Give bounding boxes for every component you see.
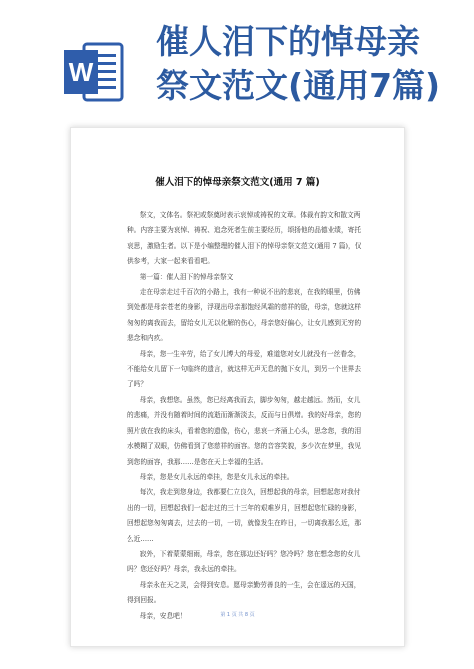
paragraph: 寂外，下着蒙蒙细雨，母亲，您在那边还好吗？您冷吗？您在想念您的女儿吗？您还好吗？母亲，我永远的牵挂。 (127, 549, 361, 574)
page-title (156, 20, 466, 108)
title-line-2: 祭文范文(通用7篇) (156, 66, 441, 105)
paragraph: 母亲永在天之灵，会得到安息。愿母亲勤劳善良的一生，会在遥远的天国，得到回报。 (127, 580, 361, 605)
document-body (127, 208, 363, 624)
paragraph: 母亲，您一生辛劳，给了女儿博大的母爱，难道您对女儿就没有一丝眷念，不能给女儿留下一句临终的遗言，就这样无声无息的抛下女儿，到另一个世界去了吗？ (127, 349, 362, 389)
title-line-1: 催人泪下的悼母亲 (156, 22, 420, 61)
header-banner (0, 0, 474, 120)
paragraph: 第一篇：催人泪下的悼母亲祭文 (139, 272, 234, 281)
paragraph: 每次，我走到您身边，我都要仁立良久，回想起我的母亲，回想起您对我付出的一切，回想起我们一起走过的三十三年的艰难岁月，回想起您忙碌的身影，回想起您匆匆离去，过去的一切，一切，就像发生在昨日，一切离我那么近，那么近…… (127, 488, 362, 543)
word-logo-letter: W (68, 57, 94, 87)
word-document-icon (64, 40, 124, 104)
paragraph: 母亲，我想您。虽然，您已经离我而去，脚步匆匆，越走越远。然而，女儿的悲痛，并没有随着时间的流逝而渐渐淡去，反而与日俱增。我的好母亲，您的照片放在我的床头，看着您的遗像，伤心，悲哀一齐涌上心头，思念您，我的泪水模糊了双眼，仿佛看到了您慈祥的面容。您的音容笑貌，多少次在梦里，我见到您的面容，我那……是您在天上幸福的生活。 (127, 395, 362, 466)
document-title: 催人泪下的悼母亲祭文范文(通用 7 篇) (155, 177, 320, 188)
page-footer: 第 1 页 共 8 页 (220, 612, 255, 618)
document-page (70, 127, 405, 647)
paragraph: 走在母亲走过千百次的小路上，我有一种说不出的悲哀，在我的眼里，仿佛到处都是母亲苍老的身影，浮现出母亲那饱经风霜的慈祥的脸，母亲，您就这样匆匆的离我而去，留给女儿无以化解的伤心，母亲您好偏心，让女儿感到无穷的悲念和内疚。 (127, 288, 362, 343)
paragraph: 祭文，文体名。祭祀或祭奠时表示哀悼或祷祝的文章。体裁有韵文和散文两种。内容主要为哀悼、祷祝、追念死者生前主要经历，颂扬他的品德业绩，寄托哀思，激励生者。以下是小编整理的催人泪下的悼母亲祭文范文(通用 7 篇)，仅供参考，大家一起来看看吧。 (127, 211, 362, 266)
paragraph: 母亲，您是女儿永远的牵挂，您是女儿永远的牵挂。 (139, 472, 294, 481)
paragraph: 母亲，安息吧！ (139, 611, 187, 620)
